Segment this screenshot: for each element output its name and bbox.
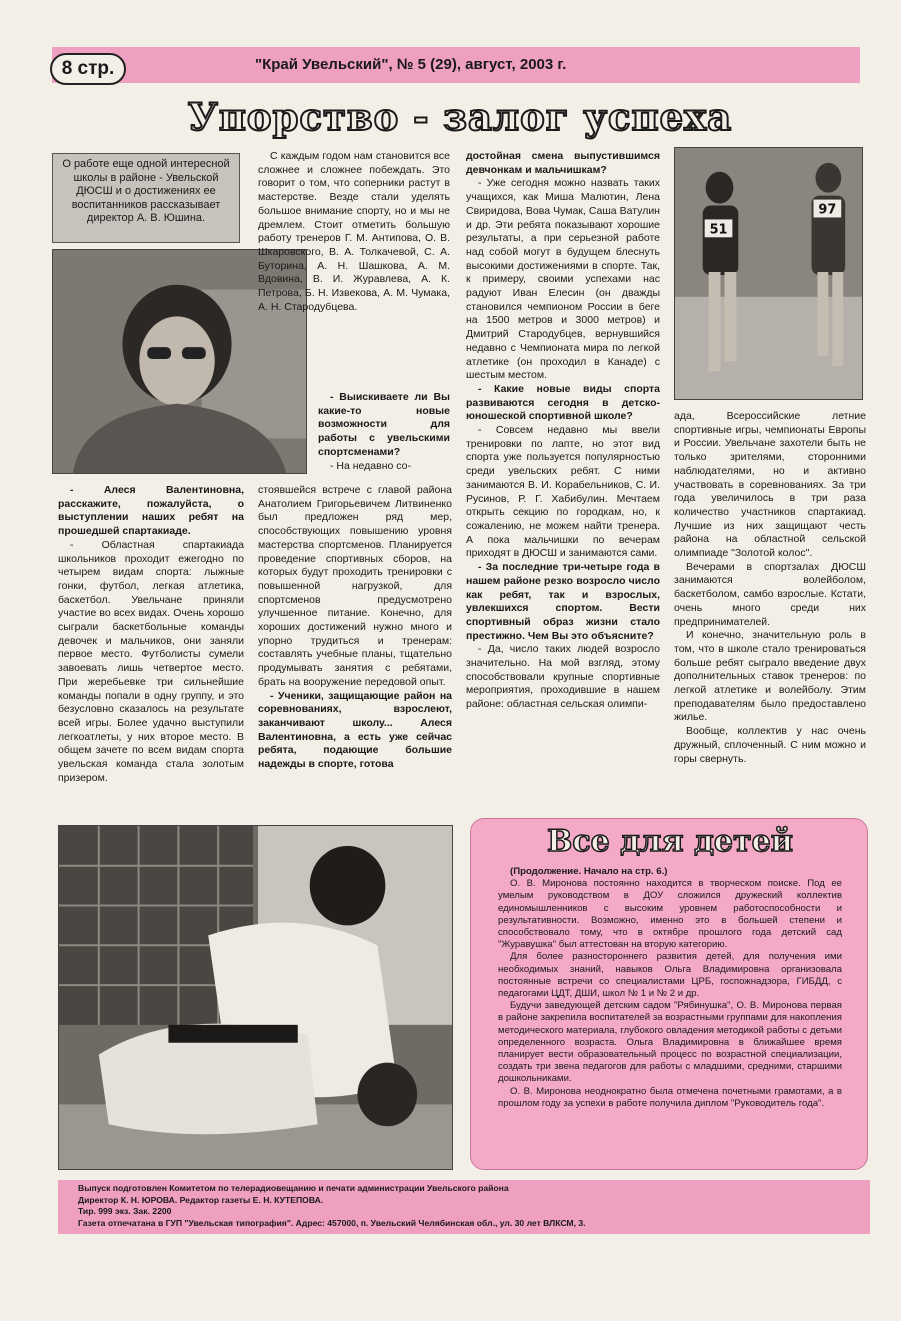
runner-bib-97: 97 [818, 202, 837, 218]
article-column-3 [466, 150, 660, 712]
answer-paragraph: Вечерами в спортзалах ДЮСШ занимаются волейболом, баскетболом, самбо взрослые. Кстати, очень много среди них предпринимателей. [674, 560, 866, 628]
imprint-footer [58, 1180, 870, 1234]
answer-paragraph: - Совсем недавно мы ввели тренировки по лапте, но этот вид спорта уже пользуется популярностью среди увельских ребят. С ними занимаются В. И. Корабельников, С. И. Русинов, Р. Г. Хабибулин. Мечтаем открыть секцию по городкам, но, к сожалению, не можем найти тренера. А пока мальчишки по вечерам приходят в ДЮСШ и занимаются сами. [466, 424, 660, 560]
imprint-line: Тир. 999 экз. Зак. 2200 [78, 1206, 172, 1216]
sidebar-paragraph: Для более разностороннего развития детей, для получения ими необходимых знаний, навыков Ольга Владимировна организовала постоянные встречи со специалистами ЦРБ, госпожнадзора, ГИБДД, с педагогами ЦДТ, ДШИ, школ № 1 и № 2 и др. [498, 951, 842, 1000]
issue-line: "Край Увельский", № 5 (29), август, 2003 г. [255, 56, 567, 73]
question-paragraph: - Ученики, защищающие район на соревнованиях, взрослеют, заканчивают школу... Алеся Валентиновна, а есть уже сейчас ребята, подающие большие надежды в спорте, готова [258, 689, 452, 771]
runner-bib-51: 51 [709, 222, 728, 238]
sidebar-text [498, 866, 842, 1110]
article-column-2-top [258, 150, 450, 314]
question-paragraph: - Какие новые виды спорта развиваются сегодня в детско-юношеской спортивной школе? [466, 382, 660, 423]
article-headline: Упорство - залог успеха [187, 95, 733, 139]
article-column-1 [58, 484, 244, 785]
answer-paragraph: стоявшейся встрече с главой района Анатолием Григорьевичем Литвиненко был предложен ряд мер, способствующих повышению уровня мастерства спортсменов. Планируется проведение спортивных сборов, на которых будут проходить тренировки с повышенной нагрузкой, для спортсменов предусмотрено улучшенное питание. Конечно, для хороших достижений нужно много и упорно трудиться и тренерам: составлять учебные планы, тщательно продумывать занятия с ребятами, брать на вооружение передовой опыт. [258, 484, 452, 688]
answer-paragraph: - Уже сегодня можно назвать таких учащихся, как Миша Малютин, Лена Свиридова, Вова Чумак, Саша Ватулин и др. Эти ребята показывают хорошие результаты, а при серьезной работе над собой могут в будущем блеснуть высокими достижениями в спорте. Так, к примеру, своими успехами нас радуют Иван Елесин (он дважды становился чемпионом России в беге на 1500 метров и 3000 метров) и Дмитрий Стародубцев, вернувшийся недавно с Чемпионата мира по легкой атлетике (он проходил в Канаде) с шестым местом. [466, 177, 660, 382]
judo-photo [58, 825, 453, 1170]
answer-paragraph: И конечно, значительную роль в том, что в школе стало тренироваться больше ребят сыграло введение двух дополнительных ставок тренеров: по легкой атлетике и волейболу. Этим преподавателям было предоставлено жилье. [674, 629, 866, 724]
runners-photo [674, 147, 863, 400]
answer-paragraph: - Да, число таких людей возросло значительно. На мой взгляд, этому способствовали крупные спортивные мероприятия, проходившие в нашем районе: областная сельская олимпи- [466, 643, 660, 711]
sidebar-paragraph: (Продолжение. Начало на стр. 6.) [510, 866, 668, 877]
sidebar-title: Все для детей [547, 824, 793, 859]
article-column-2-question [318, 391, 450, 473]
page-number: 8 стр. [50, 53, 126, 85]
question-paragraph: - За последние три-четыре года в нашем районе резко возросло число как ребят, так и взрослых, увлекшихся спортом. Вести спортивный образ жизни стало престижно. Чем Вы это объясните? [466, 561, 660, 642]
question-paragraph: - Выискиваете ли Вы какие-то новые возможности для работы с увельскими спортсменами? [318, 391, 450, 458]
article-column-2-bottom [258, 484, 452, 772]
sidebar-paragraph: Будучи заведующей детским садом "Рябинушка", О. В. Миронова первая в районе закрепила воспитателей за возрастными группами для накопления методического материала, глубокого овладения методикой работы с детьми определенного возраста. Ольга Владимировна в ближайшее время планирует вести образовательный процесс по возрастной специализации, создать три звена педагогов для работы с младшими, средними, старшими дошкольниками. [498, 1000, 842, 1085]
answer-paragraph: Вообще, коллектив у нас очень дружный, сплоченный. С ним можно и горы свернуть. [674, 725, 866, 765]
article-column-4 [674, 410, 866, 766]
imprint-line: Выпуск подготовлен Комитетом по телерадиовещанию и печати администрации Увельского района [78, 1183, 509, 1193]
sidebar-paragraph: О. В. Миронова постоянно находится в творческом поиске. Под ее умелым руководством в ДОУ сложился дружеский коллектив единомышленников с высоким уровнем работоспособности и результативности. Возможно, именно это в большей степени и способствовало тому, что в октябре прошлого года детский сад "Журавушка" был аттестован на вторую категорию. [498, 878, 842, 951]
imprint-line: Газета отпечатана в ГУП "Увельская типография". Адрес: 457000, п. Увельский Челябинская обл., ул. 30 лет ВЛКСМ, 3. [78, 1217, 586, 1228]
question-paragraph: достойная смена выпустившимся девчонкам и мальчишкам? [466, 150, 660, 176]
answer-paragraph: - На недавно со- [330, 459, 411, 472]
answer-paragraph: С каждым годом нам становится все сложнее и сложнее побеждать. Это говорит о том, что соперники растут в мастерстве. Везде стали уделять большое внимание спорту, но и мы не дремлем. Стоит отметить большую работу тренеров Г. М. Антипова, О. В. Шкаровского, В. А. Толкачевой, С. А. Буторина, А. Н. Шашкова, А. М. Вдовина, В. И. Журавлева, А. К. Петрова, Б. Н. Извекова, А. М. Чумака, А. Н. Стародубцева. [258, 150, 450, 313]
answer-paragraph: ада, Всероссийские летние спортивные игры, чемпионаты Европы и России. Увельчане захотели быть не только зрителями, сторонними наблюдателями, но и активно участвовать в соревнованиях. За три года увеличилось в три раза количество участников спартакиад. Лучшие из них защищают честь района на областной сельской олимпиаде "Золотой колос". [674, 410, 866, 560]
article-lead: О работе еще одной интересной школы в районе - Увельской ДЮСШ и о достижениях ее воспитанников рассказывает директор А. В. Юшина. [52, 153, 240, 243]
answer-paragraph: - Областная спартакиада школьников проходит ежегодно по четырем видам спорта: лыжные гонки, футбол, легкая атлетика, баскетбол. Увельчане приняли участие во всех видах. Очень хорошо сыграли баскетбольные команды девочек и мальчиков, они заняли первое место. Футболисты сумели завоевать лишь четвертое место. При жеребьевке три сильнейшие команды попали в одну группу, и это безусловно сказалось на результате всей игры. Более удачно выступили легкоатлеты, у них второе место. В общем зачете по всем видам спорта увельская команда стала золотым призером. [58, 538, 244, 784]
sidebar-paragraph: О. В. Миронова неоднократно была отмечена почетными грамотами, а в прошлом году за успехи в работе получила диплом "Руководитель года". [498, 1085, 842, 1109]
imprint-line: Директор К. Н. ЮРОВА. Редактор газеты Е. Н. КУТЕПОВА. [78, 1194, 324, 1205]
question-paragraph: - Алеся Валентиновна, расскажите, пожалуйста, о выступлении наших ребят на прошедшей спартакиаде. [58, 484, 244, 538]
